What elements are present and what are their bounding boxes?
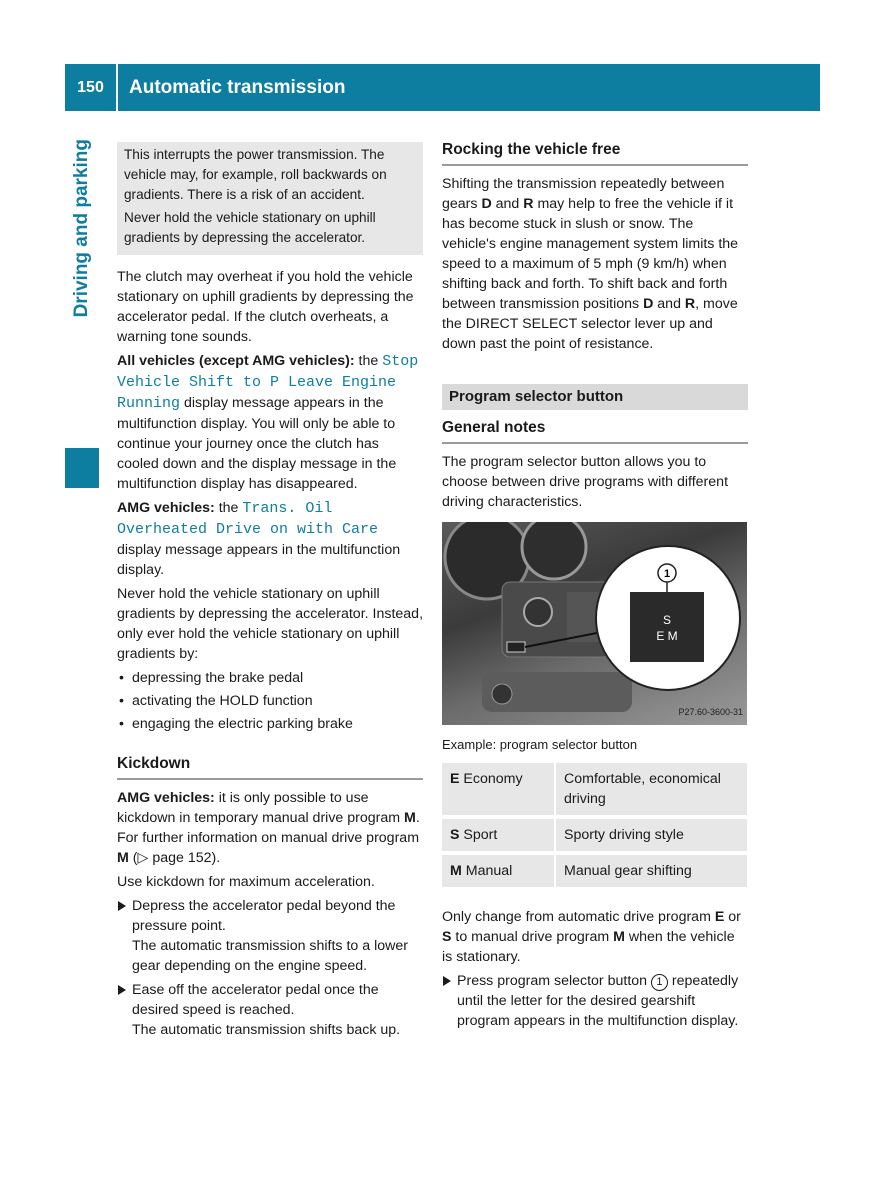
change-program-paragraph (442, 907, 748, 967)
step-action: Ease off the accelerator pedal once the desired speed is reached. (132, 982, 379, 1018)
left-column (117, 142, 423, 1044)
change-text-d: when the vehicle is stationary. (442, 929, 735, 965)
program-name (442, 853, 555, 889)
right-column (442, 140, 748, 1035)
program-s: S (442, 929, 452, 945)
program-table (442, 763, 747, 891)
kickdown-text-a: it is only possible to use kickdown in temporary manual drive program (117, 790, 405, 826)
rocking-heading: Rocking the vehicle free (442, 140, 748, 166)
all-vehicles-post: display message appears in the multifunction display. You will only be able to continue your journey once the clutch has cooled down and the display message in the multifunction display has disappeared. (117, 395, 397, 492)
clutch-paragraph: The clutch may overheat if you hold the vehicle stationary on uphill gradients by depressing the accelerator pedal. If the clutch overheats, a warning tone sounds. (117, 269, 414, 345)
all-vehicles-paragraph (117, 351, 423, 494)
rocking-text-b: and (491, 196, 524, 212)
kickdown-m: M (404, 810, 416, 826)
amg-label: AMG vehicles: (117, 500, 215, 516)
figure-button-s: S (662, 613, 672, 627)
gear-d2: D (643, 296, 654, 312)
general-notes-heading: General notes (442, 418, 748, 444)
program-description: Manual gear shifting (555, 853, 747, 889)
kickdown-amg-label: AMG vehicles: (117, 790, 215, 806)
instruction-step (117, 896, 423, 976)
list-item: • engaging the electric parking brake (117, 714, 423, 734)
section-sidebar (65, 111, 99, 487)
program-label: Economy (459, 771, 523, 787)
amg-paragraph (117, 498, 423, 580)
rocking-text-c: may help to free the vehicle if it has become stuck in slush or snow. The vehicle's engine management system limits the speed to a maximum of 5 mph (9 km/h) when shifting back and forth. To shift back and forth between transmission positions (442, 196, 739, 312)
general-notes-paragraph: The program selector button allows you to choose between drive programs with different driving characteristics. (442, 454, 729, 510)
figure-button-em: E M (656, 629, 678, 643)
header-divider (116, 64, 118, 111)
rocking-text-e: , move the DIRECT SELECT selector lever up and down past the point of resistance. (442, 296, 738, 352)
program-m: M (613, 929, 625, 945)
page-header (65, 64, 820, 111)
gear-d: D (481, 196, 492, 212)
kickdown-page-ref: (▷ page 152). (128, 850, 221, 866)
all-vehicles-label: All vehicles (except AMG vehicles): (117, 353, 355, 369)
program-description: Comfortable, economical driving (555, 763, 747, 817)
instruction-step (442, 971, 748, 1031)
change-text-b: or (724, 909, 741, 925)
amg-post: display message appears in the multifunction display. (117, 542, 401, 578)
warning-text-1: This interrupts the power transmission. The vehicle may, for example, roll backwards on gradients. There is a risk of an accident. (124, 147, 387, 202)
section-label: Driving and parking (71, 139, 92, 318)
page-number: 150 (77, 79, 104, 96)
table-row (442, 763, 747, 817)
program-name (442, 817, 555, 853)
program-description: Sporty driving style (555, 817, 747, 853)
kickdown-m2: M (117, 850, 129, 866)
step-text-post: repeatedly until the letter for the desired gearshift program appears in the multifunction display. (457, 973, 739, 1029)
program-letter: M (450, 863, 462, 879)
instruction-step (117, 980, 423, 1040)
display-message: Stop Vehicle Shift to P Leave Engine Running (117, 353, 419, 412)
program-letter: E (450, 771, 460, 787)
change-text-c: to manual drive program (451, 929, 614, 945)
program-e: E (714, 909, 725, 925)
kickdown-amg-paragraph (117, 788, 423, 868)
gear-r2: R (684, 296, 696, 312)
warning-text-2: Never hold the vehicle stationary on uphill gradients by depressing the accelerator. (124, 210, 376, 245)
warning-box (117, 142, 423, 255)
page-title: Automatic transmission (129, 77, 346, 98)
gear-r: R (523, 196, 534, 212)
list-item: • activating the HOLD function (117, 691, 423, 711)
section-tab-marker (65, 448, 99, 488)
all-vehicles-pre: the (354, 353, 383, 369)
program-selector-photo (442, 522, 747, 725)
program-name (442, 763, 555, 817)
callout-number-icon: 1 (651, 974, 668, 991)
hold-method-list (117, 668, 423, 734)
program-label: Sport (459, 827, 498, 843)
table-row (442, 817, 747, 853)
kickdown-text-b: . For further information on manual drive program (117, 810, 420, 846)
dashboard-illustration-icon (442, 522, 747, 725)
amg-pre: the (214, 500, 243, 516)
program-letter: S (450, 827, 460, 843)
figure-caption: Example: program selector button (442, 737, 638, 752)
list-item: • depressing the brake pedal (117, 668, 423, 688)
step-result: The automatic transmission shifts to a lower gear depending on the engine speed. (132, 938, 408, 974)
hold-paragraph: Never hold the vehicle stationary on uphill gradients by depressing the accelerator. Instead, only ever hold the vehicle stationary on uphill gradients by: (117, 586, 424, 662)
kickdown-usage: Use kickdown for maximum acceleration. (117, 874, 375, 890)
change-text-a: Only change from automatic drive program (442, 909, 715, 925)
rocking-text-a: Shifting the transmission repeatedly between gears (442, 176, 725, 212)
program-label: Manual (461, 863, 513, 879)
step-text-pre: Press program selector button (457, 973, 651, 989)
kickdown-heading: Kickdown (117, 754, 423, 780)
rocking-paragraph (442, 174, 748, 354)
table-row (442, 853, 747, 889)
step-result: The automatic transmission shifts back up. (132, 1022, 401, 1038)
step-action: Depress the accelerator pedal beyond the pressure point. (132, 898, 396, 934)
amg-display-message: Trans. Oil Overheated Drive on with Care (117, 500, 379, 538)
figure-callout-number: 1 (663, 568, 671, 580)
program-selector-heading: Program selector button (442, 384, 748, 410)
rocking-text-d: and (653, 296, 685, 312)
figure-code: P27.60-3600-31 (678, 707, 743, 717)
